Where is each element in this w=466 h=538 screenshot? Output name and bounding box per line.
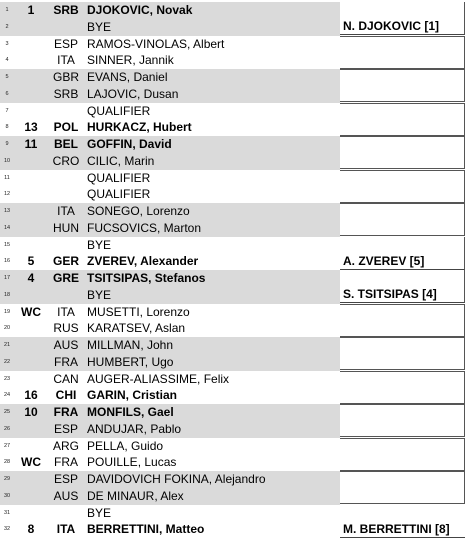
draw-row [0,36,340,53]
seed-label: 10 [24,405,38,419]
draw-position: 25 [3,409,11,415]
draw-position: 22 [3,358,11,365]
result-box [340,404,465,437]
nationality-code: FRA [54,354,78,369]
draw-row [0,69,340,86]
draw-position: 1 [5,7,9,13]
draw-row [0,404,340,421]
seed-label: 11 [24,137,38,151]
seed-label: WC [21,304,41,319]
seed-label: 16 [24,388,38,403]
player-name: ANDUJAR, Pablo [87,421,182,436]
result-box [340,337,465,370]
player-name: BYE [87,505,112,520]
draw-position: 12 [3,191,11,198]
winner-name: A. ZVEREV [5] [343,253,425,268]
player-name: KARATSEV, Aslan [87,321,186,336]
player-name: LAJOVIC, Dusan [87,86,179,101]
nationality-code: HUN [53,220,79,235]
player-name: HUMBERT, Ugo [87,354,174,369]
winner-name: S. TSITSIPAS [4] [343,287,437,301]
draw-position: 5 [5,74,9,80]
result-line [340,505,465,538]
player-name: RAMOS-VINOLAS, Albert [87,36,225,51]
draw-position: 19 [3,308,11,315]
draw-position: 30 [3,492,11,499]
result-box [340,304,465,337]
player-name: EVANS, Daniel [87,70,168,84]
draw-row [0,337,340,354]
seed-label: 4 [27,271,35,285]
draw-row [0,320,340,337]
draw-position: 10 [3,157,11,164]
draw-position: 13 [3,208,11,214]
player-name: ZVEREV, Alexander [87,254,199,269]
nationality-code: AUS [53,488,79,503]
draw-row [0,505,340,522]
player-name: MONFILS, Gael [87,405,174,419]
nationality-code: BEL [54,137,78,151]
player-name: QUALIFIER [87,103,151,118]
draw-row [0,371,340,388]
draw-row [0,287,340,304]
draw-position: 9 [5,141,9,147]
player-name: DJOKOVIC, Novak [87,3,193,17]
draw-row [0,488,340,505]
draw-position: 8 [5,124,9,131]
nationality-code: ESP [53,421,78,436]
draw-position: 14 [3,224,11,231]
draw-row [0,421,340,438]
draw-position: 31 [3,509,11,516]
player-name: GARIN, Cristian [87,388,178,403]
seed-label: 1 [27,3,35,17]
draw-position: 29 [3,476,11,482]
player-name: BERRETTINI, Matteo [87,522,205,537]
player-name: DAVIDOVICH FOKINA, Alejandro [87,472,266,486]
draw-position: 11 [4,174,10,181]
draw-row [0,471,340,488]
player-name: BYE [87,237,112,252]
draw-position: 17 [3,275,11,281]
winner-name: N. DJOKOVIC [1] [343,19,440,33]
player-name: AUGER-ALIASSIME, Felix [87,371,230,386]
nationality-code: CHI [55,388,77,403]
nationality-code: SRB [53,3,79,17]
draw-row [0,237,340,254]
result-box [340,471,465,504]
draw-row [0,170,340,187]
draw-row [0,220,340,237]
player-name: SINNER, Jannik [87,53,174,68]
draw-row [0,86,340,103]
draw-position: 15 [3,241,11,248]
draw-position: 24 [3,392,11,399]
player-name: BYE [87,19,112,34]
nationality-code: ARG [52,438,79,453]
result-box [340,103,465,136]
result-box [340,36,465,69]
nationality-code: ITA [56,522,76,537]
draw-row [0,203,340,220]
nationality-code: RUS [53,321,79,336]
draw-position: 7 [5,107,9,114]
draw-position: 16 [3,258,11,265]
nationality-code: FRA [54,455,78,470]
result-box [340,371,465,404]
nationality-code: POL [53,120,79,135]
player-name: CILIC, Marin [87,153,155,168]
player-name: BYE [87,287,112,302]
draw-position: 2 [5,23,9,30]
draw-row [0,454,340,471]
seed-label: WC [21,455,41,470]
player-name: MUSETTI, Lorenzo [87,304,190,319]
nationality-code: ESP [53,472,78,486]
player-name: POUILLE, Lucas [87,455,177,470]
draw-row [0,2,340,19]
draw-row [0,387,340,404]
draw-list [0,2,340,538]
result-line [340,270,465,303]
winner-name: M. BERRETTINI [8] [343,521,450,536]
draw-position: 28 [3,459,11,466]
draw-row [0,19,340,36]
draw-row [0,253,340,270]
draw-position: 32 [3,526,11,533]
draw-row [0,438,340,455]
first-round-results [340,2,466,538]
draw-row [0,136,340,153]
seed-label: 5 [27,254,35,269]
nationality-code: CRO [52,153,80,168]
draw-position: 18 [3,291,11,298]
player-name: TSITSIPAS, Stefanos [87,271,206,285]
player-name: SONEGO, Lorenzo [87,204,190,218]
draw-row [0,304,340,321]
draw-row [0,270,340,287]
draw-position: 6 [5,90,9,97]
result-box [340,69,465,102]
player-name: HURKACZ, Hubert [87,120,192,135]
nationality-code: ITA [57,53,75,68]
seed-label: 8 [27,522,35,537]
draw-position: 23 [3,375,11,382]
draw-row [0,52,340,69]
nationality-code: SRB [53,86,79,101]
result-box [340,170,465,203]
nationality-code: GER [52,254,79,269]
player-name: QUALIFIER [87,170,151,185]
result-box [340,438,465,471]
draw-position: 21 [3,342,11,348]
player-name: FUCSOVICS, Marton [87,220,202,235]
result-box [340,203,465,236]
draw-position: 27 [3,442,11,449]
nationality-code: ESP [53,36,78,51]
nationality-code: GRE [52,271,79,285]
nationality-code: GBR [52,70,79,84]
nationality-code: ITA [57,304,75,319]
draw-position: 20 [3,325,11,332]
nationality-code: AUS [53,338,79,352]
result-line [340,2,465,35]
draw-position: 3 [5,40,9,47]
player-name: QUALIFIER [87,187,151,202]
seed-label: 13 [24,120,38,135]
result-line [340,237,465,270]
draw-row [0,119,340,136]
draw-row [0,186,340,203]
player-name: MILLMAN, John [87,338,174,352]
draw-row [0,153,340,170]
draw-row [0,521,340,538]
player-name: GOFFIN, David [87,137,172,151]
nationality-code: FRA [53,405,79,419]
nationality-code: ITA [57,204,75,218]
draw-position: 4 [5,57,9,64]
draw-row [0,354,340,371]
nationality-code: CAN [53,371,79,386]
result-box [340,136,465,169]
draw-position: 26 [3,425,11,432]
draw-row [0,103,340,120]
player-name: PELLA, Guido [87,438,164,453]
player-name: DE MINAUR, Alex [87,488,184,503]
